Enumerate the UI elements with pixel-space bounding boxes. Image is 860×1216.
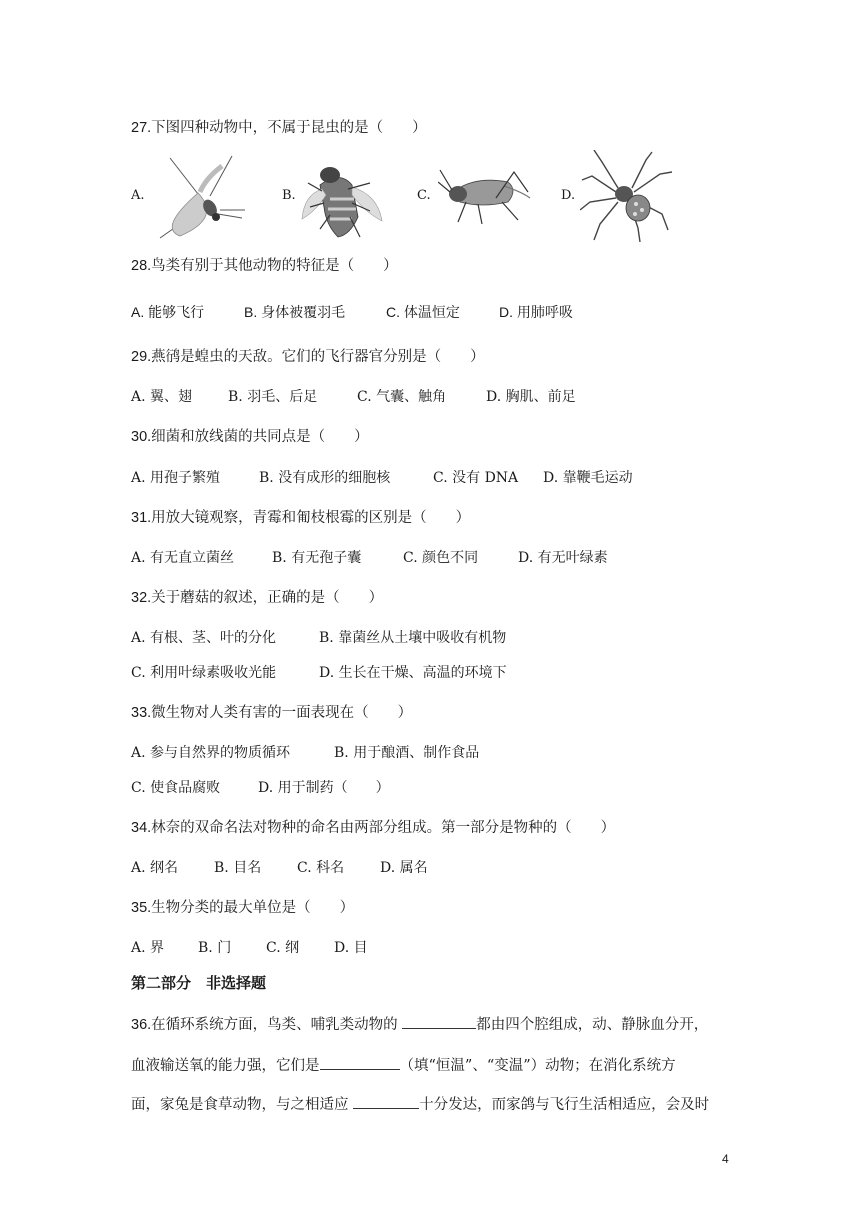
question-33 <box>131 703 412 723</box>
option-b: B. 门 <box>198 940 232 956</box>
option-c: C. 科名 <box>297 860 345 876</box>
answer-blank[interactable] <box>353 1094 419 1109</box>
option-b: B. 有无孢子囊 <box>272 550 362 566</box>
option-b: B. 目名 <box>214 860 262 876</box>
option-d: D. 靠鞭毛运动 <box>543 470 633 486</box>
question-text: 林奈的双命名法对物种的命名由两部分组成。第一部分是物种的（ ） <box>151 820 616 836</box>
option-d-label: D. <box>561 188 576 203</box>
option-c: C. 没有 DNA <box>433 470 519 486</box>
option-b: B. 靠菌丝从土壤中吸收有机物 <box>319 630 507 646</box>
option-b: B. 用于酿酒、制作食品 <box>334 745 480 761</box>
cricket-icon <box>438 162 534 228</box>
question-text: 燕鸻是蝗虫的天敌。它们的飞行器官分别是（ ） <box>151 349 485 365</box>
option-b: B. 身体被覆羽毛 <box>244 304 346 320</box>
question-text: 关于蘑菇的叙述，正确的是（ ） <box>151 590 384 606</box>
question-number: 36. <box>131 1017 152 1033</box>
option-b: B. 羽毛、后足 <box>228 389 318 405</box>
mayfly-icon <box>150 148 250 240</box>
question-number: 28. <box>131 258 152 274</box>
option-a: A. 有根、茎、叶的分化 <box>131 630 277 646</box>
question-number: 33. <box>131 705 152 721</box>
option-c: C. 颜色不同 <box>403 550 479 566</box>
question-30 <box>131 427 369 447</box>
option-b: B. 没有成形的细胞核 <box>259 470 391 486</box>
option-a: A. 用孢子繁殖 <box>131 470 221 486</box>
fly-icon <box>300 155 385 243</box>
q36-text: 血液输送氧的能力强，它们是 <box>131 1058 320 1074</box>
option-d: D. 目 <box>334 940 368 956</box>
question-text: 鸟类有别于其他动物的特征是（ ） <box>151 258 398 274</box>
question-number: 27. <box>131 120 152 136</box>
question-number: 32. <box>131 590 152 606</box>
option-a: A. 有无直立菌丝 <box>131 550 235 566</box>
answer-blank[interactable] <box>402 1014 476 1029</box>
question-36-line1 <box>131 1014 708 1035</box>
q36-text: 都由四个腔组成，动、静脉血分开， <box>476 1017 709 1033</box>
answer-blank[interactable] <box>320 1055 400 1070</box>
question-number: 35. <box>131 900 152 916</box>
question-31 <box>131 508 470 528</box>
question-text: 下图四种动物中，不属于昆虫的是（ ） <box>151 120 427 136</box>
option-d: D. 胸肌、前足 <box>486 389 576 405</box>
question-28 <box>131 256 398 276</box>
option-a: A. 能够飞行 <box>131 304 205 320</box>
option-c: C. 纲 <box>266 940 300 956</box>
q36-text: 十分发达，而家鸽与飞行生活相适应，会及时 <box>419 1097 710 1113</box>
question-text: 微生物对人类有害的一面表现在（ ） <box>151 705 413 721</box>
option-d: D. 有无叶绿素 <box>518 550 608 566</box>
question-29 <box>131 347 485 367</box>
spider-icon <box>580 150 675 242</box>
option-c-label: C. <box>417 188 431 203</box>
option-c: C. 使食品腐败 <box>131 780 221 796</box>
question-32 <box>131 588 383 608</box>
q36-text: 面，家兔是食草动物，与之相适应 <box>131 1097 354 1113</box>
option-c: C. 气囊、触角 <box>357 389 447 405</box>
question-36-line3 <box>131 1094 709 1115</box>
option-c: C. 利用叶绿素吸收光能 <box>131 665 277 681</box>
question-number: 29. <box>131 349 152 365</box>
q36-text: 在循环系统方面，鸟类、哺乳类动物的 <box>151 1017 403 1033</box>
page-number: 4 <box>722 1152 729 1166</box>
question-text: 用放大镜观察，青霉和匍枝根霉的区别是（ ） <box>151 510 471 526</box>
q36-text: （填“恒温”、“变温”）动物；在消化系统方 <box>399 1058 676 1074</box>
option-a: A. 翼、翅 <box>131 389 193 405</box>
option-a: A. 纲名 <box>131 860 179 876</box>
question-27 <box>131 118 427 138</box>
option-a: A. 界 <box>131 940 165 956</box>
option-a: A. 参与自然界的物质循环 <box>131 745 291 761</box>
option-a-label: A. <box>131 188 145 203</box>
question-35 <box>131 898 354 918</box>
section-title: 第二部分 非选择题 <box>131 974 267 992</box>
option-d: D. 生长在干燥、高温的环境下 <box>319 665 507 681</box>
question-36-line2 <box>131 1055 676 1076</box>
option-d: D. 属名 <box>380 860 428 876</box>
question-number: 30. <box>131 429 152 445</box>
question-number: 31. <box>131 510 152 526</box>
question-text: 生物分类的最大单位是（ ） <box>151 900 355 916</box>
option-d: D. 用于制药（ ） <box>258 780 390 796</box>
option-d: D. 用肺呼吸 <box>499 304 573 320</box>
question-34 <box>131 818 615 838</box>
question-text: 细菌和放线菌的共同点是（ ） <box>151 429 369 445</box>
question-number: 34. <box>131 820 152 836</box>
option-b-label: B. <box>282 188 296 203</box>
option-c: C. 体温恒定 <box>386 304 460 320</box>
